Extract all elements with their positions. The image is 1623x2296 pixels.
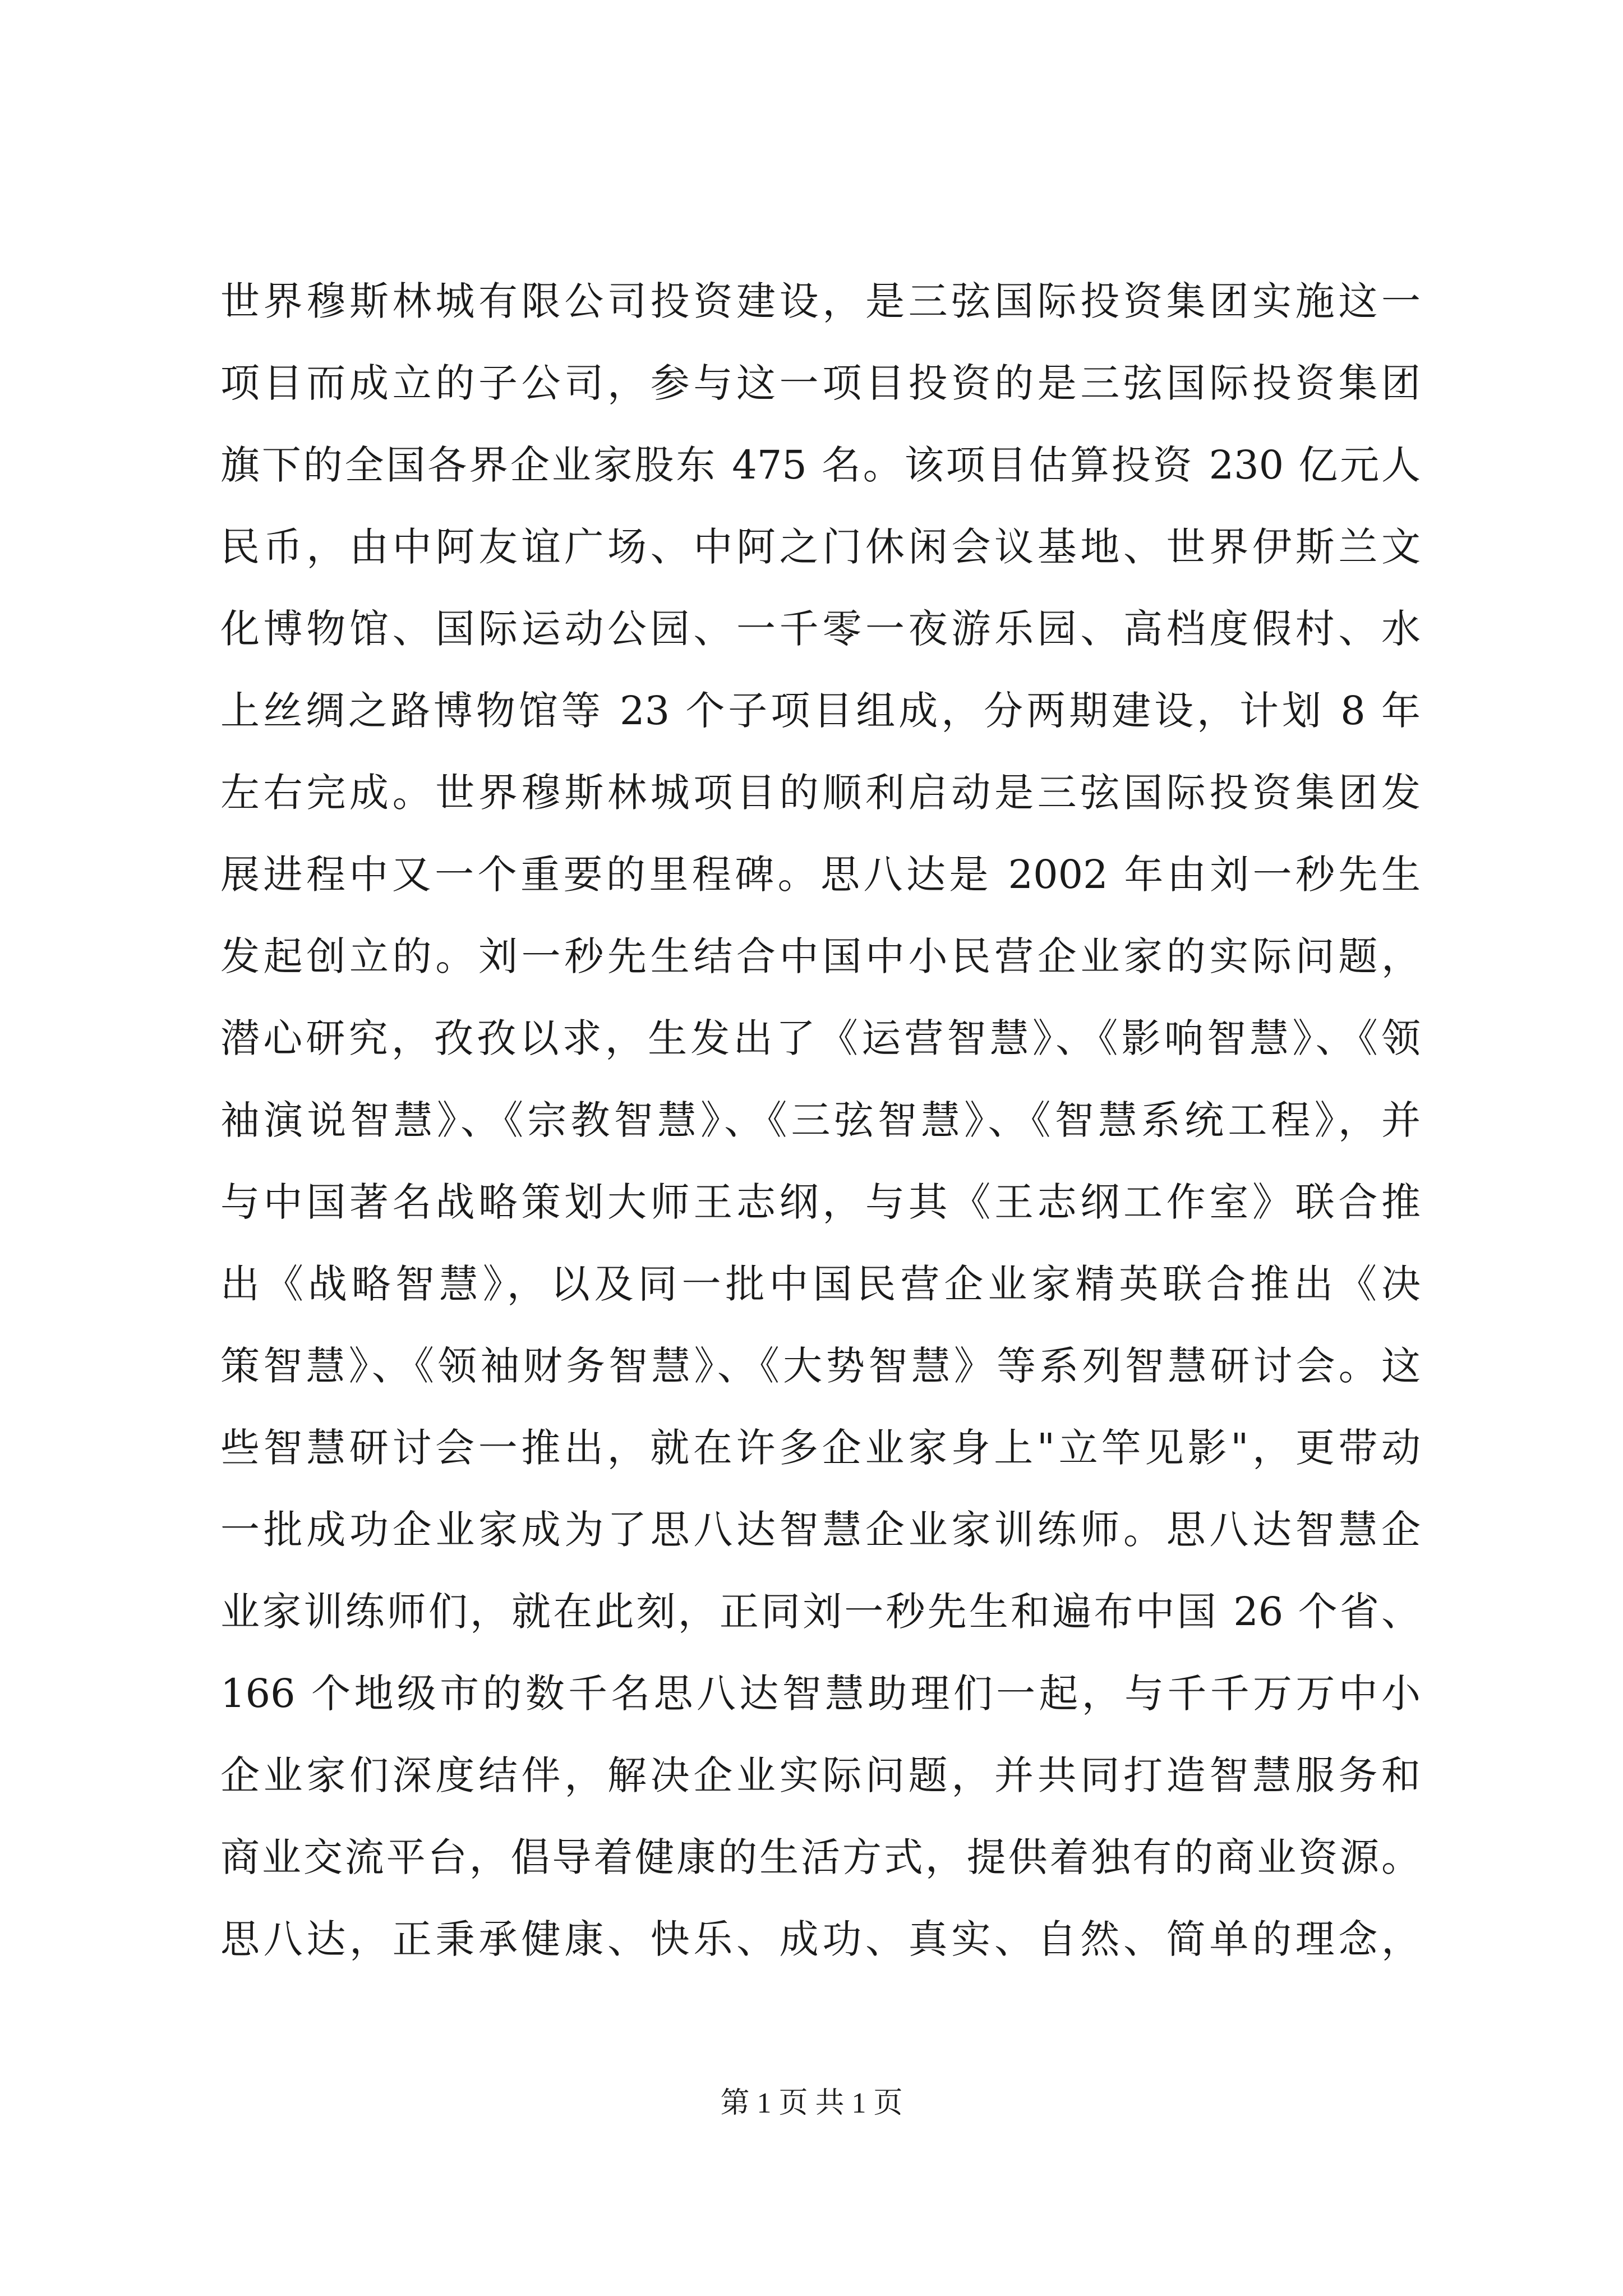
text-line: 化博物馆、国际运动公园、一千零一夜游乐园、高档度假村、水 (220, 606, 1421, 652)
text-line: 策智慧》、《领袖财务智慧》、《大势智慧》等系列智慧研讨会。这 (220, 1343, 1421, 1389)
text-line: 民币，由中阿友谊广场、中阿之门休闲会议基地、世界伊斯兰文 (220, 524, 1421, 570)
text-line: 出《战略智慧》，以及同一批中国民营企业家精英联合推出《决 (220, 1261, 1421, 1307)
text-line: 旗下的全国各界企业家股东 475 名。该项目估算投资 230 亿元人 (220, 442, 1421, 488)
text-line: 一批成功企业家成为了思八达智慧企业家训练师。思八达智慧企 (220, 1507, 1421, 1553)
text-line: 上丝绸之路博物馆等 23 个子项目组成，分两期建设，计划 8 年 (220, 688, 1421, 734)
page-footer: 第 1 页 共 1 页 (720, 2087, 903, 2119)
text-line: 企业家们深度结伴，解决企业实际问题，并共同打造智慧服务和 (220, 1752, 1421, 1798)
text-line: 发起创立的。刘一秒先生结合中国中小民营企业家的实际问题， (220, 933, 1421, 979)
text-line: 与中国著名战略策划大师王志纲，与其《王志纲工作室》联合推 (220, 1179, 1421, 1225)
text-line: 166 个地级市的数千名思八达智慧助理们一起，与千千万万中小 (220, 1671, 1421, 1717)
text-line: 世界穆斯林城有限公司投资建设，是三弦国际投资集团实施这一 (220, 278, 1421, 324)
text-line: 展进程中又一个重要的里程碑。思八达是 2002 年由刘一秒先生 (220, 852, 1421, 898)
text-line: 些智慧研讨会一推出，就在许多企业家身上"立竿见影"，更带动 (220, 1425, 1421, 1471)
text-line: 潜心研究，孜孜以求，生发出了《运营智慧》、《影响智慧》、《领 (220, 1015, 1421, 1061)
text-line: 袖演说智慧》、《宗教智慧》、《三弦智慧》、《智慧系统工程》，并 (220, 1097, 1421, 1143)
body-paragraph (220, 260, 1421, 1980)
text-line: 业家训练师们，就在此刻，正同刘一秒先生和遍布中国 26 个省、 (220, 1589, 1421, 1635)
text-line: 左右完成。世界穆斯林城项目的顺利启动是三弦国际投资集团发 (220, 770, 1421, 816)
text-line: 项目而成立的子公司，参与这一项目投资的是三弦国际投资集团 (220, 360, 1421, 406)
text-line: 商业交流平台，倡导着健康的生活方式，提供着独有的商业资源。 (220, 1834, 1421, 1880)
text-line: 思八达，正秉承健康、快乐、成功、真实、自然、简单的理念， (220, 1916, 1421, 1962)
